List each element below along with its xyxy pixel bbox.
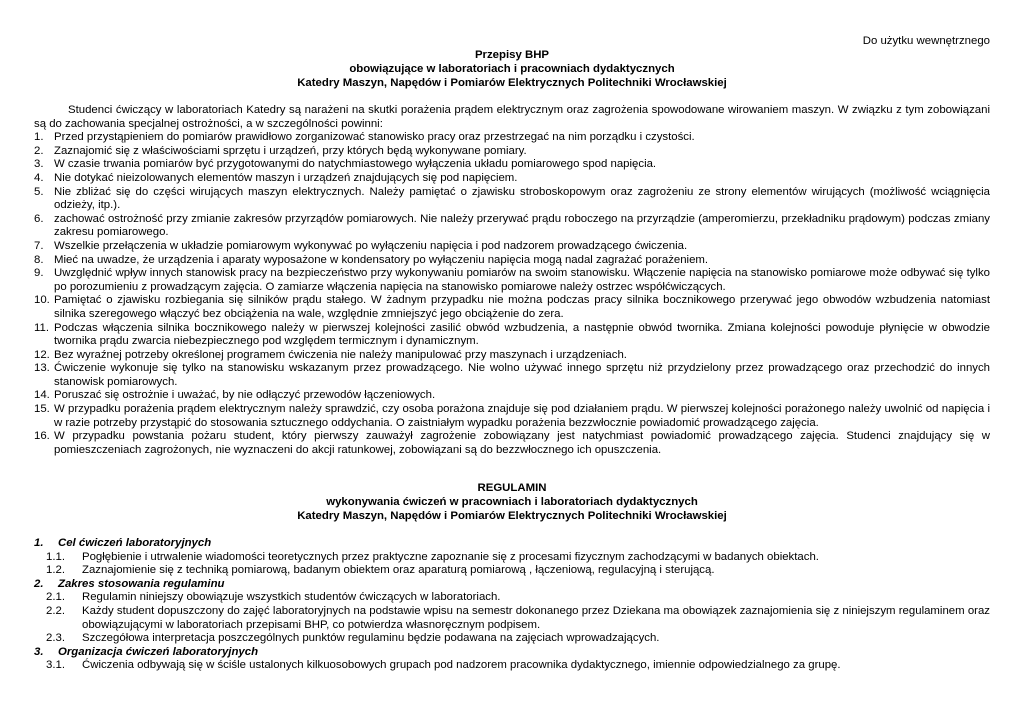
regulation-title: REGULAMIN	[477, 482, 547, 494]
item-number: 2.3.	[46, 632, 65, 645]
section-1-items	[34, 551, 990, 578]
item-number: 8.	[34, 253, 44, 266]
item-number: 4.	[34, 171, 44, 184]
item-number: 12.	[34, 348, 50, 361]
item-text: Pamiętać o zjawisku rozbiegania się silników prądu stałego. W żadnym przypadku nie można podczas pracy silnika bocznikowego przerywać jego obwodów wzbudzenia natomiast silnika szeregowego włączyć bez obciążenia na wale, względnie zmniejszyć jego obciążenie do zera.	[54, 294, 990, 320]
bhp-intro: Studenci ćwiczący w laboratoriach Katedry są narażeni na skutki porażenia prądem elektrycznym oraz zagrożenia spowodowane wirowaniem maszyn. W związku z tym zobowiązani są do zachowania specjalnej ostrożności, a w szczególności powinni:	[34, 104, 990, 130]
list-item	[34, 294, 990, 321]
item-text: Przed przystąpieniem do pomiarów prawidłowo zorganizować stanowisko pracy oraz przestrzegać na nim porządku i czystości.	[54, 131, 695, 144]
section-number: 1.	[34, 537, 44, 549]
list-item	[34, 403, 990, 430]
section-number: 3.	[34, 645, 44, 658]
list-item	[34, 632, 990, 646]
list-item	[34, 254, 990, 268]
item-number: 11.	[34, 321, 49, 334]
list-item	[34, 659, 990, 673]
item-text: W przypadku porażenia prądem elektrycznym należy sprawdzić, czy osoba porażona znajduje się pod działaniem prądu. W pierwszej kolejności porażonego należy uwolnić od napięcia i w razie potrzeby przystąpić do stosowania sztucznego oddychania. O zaistniałym wypadku porażenia bezzwłocznie powiadomić prowadzącego zajęcia.	[54, 403, 990, 429]
bhp-subtitle: obowiązujące w laboratoriach i pracowniach dydaktycznych	[349, 63, 675, 75]
section-title: Cel ćwiczeń laboratoryjnych	[58, 537, 212, 549]
list-item	[34, 267, 990, 294]
section-3-items	[34, 659, 990, 673]
item-text: Uwzględnić wpływ innych stanowisk pracy na bezpieczeństwo przy wykonywaniu pomiarów na swoim stanowisku. Włączenie napięcia na stanowisko pomiarowe może odbywać się tylko po porozumieniu z prowadzącym zajęcia. O zamiarze włączenia napięcia na stanowisko pomiarowe należy ostrzec współćwiczących.	[54, 267, 990, 293]
item-number: 2.2.	[46, 604, 65, 617]
item-text: Ćwiczenie wykonuje się tylko na stanowisku wskazanym przez prowadzącego. Nie wolno używać innego sprzętu niż przydzielony przez prowadzącego oraz przechodzić do innych stanowisk pomiarowych.	[54, 362, 990, 388]
list-item	[34, 551, 990, 565]
item-number: 10.	[34, 294, 50, 307]
list-item	[34, 186, 990, 213]
item-text: Bez wyraźnej potrzeby określonej programem ćwiczenia nie należy manipulować przy maszynach i urządzeniach.	[54, 348, 627, 361]
item-number: 13.	[34, 362, 50, 375]
list-item	[34, 430, 990, 457]
item-number: 6.	[34, 212, 44, 225]
item-number: 7.	[34, 239, 44, 252]
item-number: 3.1.	[46, 659, 65, 672]
item-number: 2.	[34, 144, 44, 157]
section-heading-3	[34, 646, 990, 660]
internal-use-note: Do użytku wewnętrznego	[862, 35, 990, 47]
section-number: 2.	[34, 577, 44, 590]
list-item	[34, 158, 990, 172]
regulation-department: Katedry Maszyn, Napędów i Pomiarów Elektrycznych Politechniki Wrocławskiej	[297, 510, 727, 522]
item-number: 3.	[34, 158, 44, 171]
item-number: 1.	[34, 131, 44, 144]
item-text: W przypadku powstania pożaru student, który pierwszy zauważył zagrożenie zobowiązany jest natychmiast powiadomić prowadzącego zajęcia. Studenci znajdujący się w pomieszczeniach zagrożonych, nie wyznaczeni do akcji ratunkowej, zobowiązani są do bezzwłocznego ich opuszczenia.	[54, 430, 990, 456]
item-text: Regulamin niniejszy obowiązuje wszystkich studentów ćwiczących w laboratoriach.	[82, 591, 501, 604]
list-item	[34, 362, 990, 389]
item-number: 15.	[34, 403, 50, 416]
list-item	[34, 349, 990, 363]
list-item	[34, 213, 990, 240]
list-item	[34, 389, 990, 403]
item-text: Mieć na uwadze, że urządzenia i aparaty wyposażone w kondensatory po wyłączeniu napięcia mogą nadal zagrażać porażeniem.	[54, 253, 709, 266]
bhp-rules-list	[34, 131, 990, 457]
item-text: Wszelkie przełączenia w układzie pomiarowym wykonywać po wyłączeniu napięcia i pod nadzorem prowadzącego ćwiczenia.	[54, 239, 688, 252]
item-number: 1.1.	[46, 550, 65, 563]
item-text: Nie zbliżać się do części wirujących maszyn elektrycznych. Należy pamiętać o zjawisku stroboskopowym oraz zagrożeniu ze strony elementów wirujących (możliwość wciągnięcia odzieży, itp.).	[54, 185, 990, 212]
item-text: Nie dotykać nieizolowanych elementów maszyn i urządzeń znajdujących się pod napięciem.	[54, 171, 518, 184]
item-text: Ćwiczenia odbywają się w ściśle ustalonych kilkuosobowych grupach pod nadzorem pracownika dydaktycznego, imiennie odpowiedzialnego za grupę.	[82, 659, 841, 672]
section-heading-2	[34, 578, 990, 592]
section-title: Organizacja ćwiczeń laboratoryjnych	[58, 645, 259, 658]
regulation-section	[34, 537, 990, 673]
list-item	[34, 591, 990, 605]
section-title: Zakres stosowania regulaminu	[58, 577, 225, 590]
item-text: Poruszać się ostrożnie i uważać, by nie odłączyć przewodów łączeniowych.	[54, 389, 436, 402]
item-text: Każdy student dopuszczony do zajęć laboratoryjnych na podstawie wpisu na semestr dokonanego przez Dziekana ma obowiązek zaznajomienia się z niniejszym regulaminem oraz obowiązującymi w laboratoriach przepisami BHP, co potwierdza własnoręcznym podpisem.	[82, 604, 990, 631]
item-number: 2.1.	[46, 591, 65, 604]
bhp-title: Przepisy BHP	[474, 49, 550, 61]
list-item	[34, 240, 990, 254]
item-number: 14.	[34, 389, 50, 402]
item-text: Zaznajomić się z właściwościami sprzętu i urządzeń, przy których będą wykonywane pomiary.	[54, 144, 527, 157]
item-text: Podczas włączenia silnika bocznikowego należy w pierwszej kolejności zasilić obwód wzbudzenia, a następnie obwód twornika. Zmiana kolejności powoduje płynięcie w obwodzie twornika prądu zwarcia niebezpiecznego pod względem termicznym i dynamicznym.	[54, 321, 990, 348]
regulation-subtitle: wykonywania ćwiczeń w pracowniach i laboratoriach dydaktycznych	[326, 496, 698, 508]
item-text: Szczegółowa interpretacja poszczególnych punktów regulaminu będzie podawana na zajęciach wprowadzających.	[82, 632, 660, 645]
item-text: Zaznajomienie się z techniką pomiarową, badanym obiektem oraz aparaturą pomiarową , łączeniową, regulacyjną i sterującą.	[82, 564, 715, 577]
list-item	[34, 605, 990, 632]
item-number: 9.	[34, 267, 44, 280]
item-number: 16.	[34, 430, 50, 443]
list-item	[34, 564, 990, 578]
list-item	[34, 131, 990, 145]
section-2-items	[34, 591, 990, 645]
item-number: 1.2.	[46, 564, 65, 577]
bhp-department: Katedry Maszyn, Napędów i Pomiarów Elektrycznych Politechniki Wrocławskiej	[297, 77, 727, 89]
list-item	[34, 145, 990, 159]
item-number: 5.	[34, 185, 44, 198]
item-text: zachować ostrożność przy zmianie zakresów przyrządów pomiarowych. Nie należy przerywać prądu roboczego na przyrządzie (amperomierzu, przekładniku prądowym) podczas zmiany zakresu pomiarowego.	[54, 212, 990, 239]
list-item	[34, 322, 990, 349]
bhp-section	[34, 104, 990, 457]
item-text: Pogłębienie i utrwalenie wiadomości teoretycznych przez praktyczne zapoznanie się z procesami fizycznym zachodzącymi w badanych obiektach.	[82, 550, 819, 563]
item-text: W czasie trwania pomiarów być przygotowanymi do natychmiastowego wyłączenia układu pomiarowego spod napięcia.	[54, 158, 657, 171]
section-heading-1	[34, 537, 990, 551]
list-item	[34, 172, 990, 186]
